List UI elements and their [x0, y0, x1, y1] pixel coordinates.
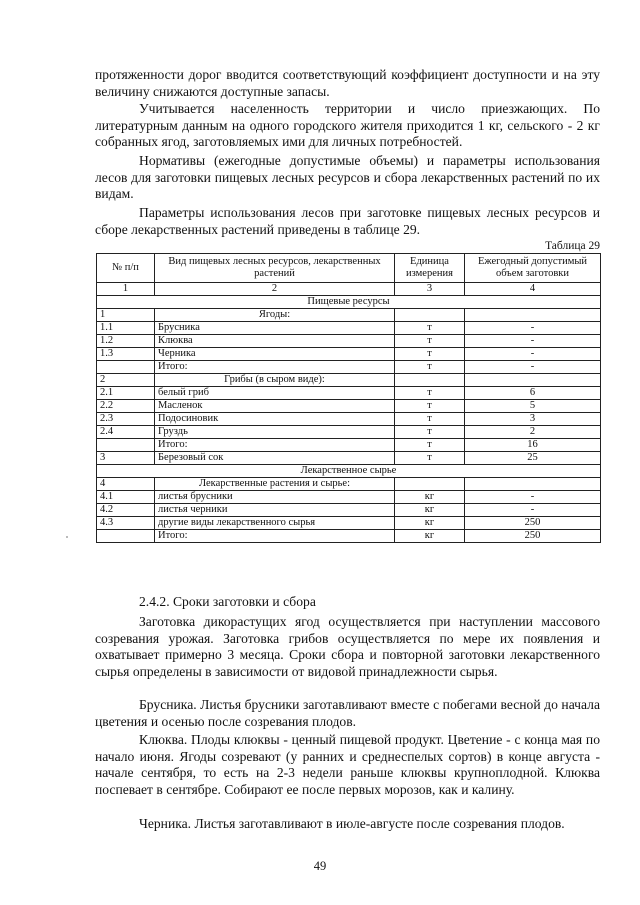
row-number: 2.3 — [97, 413, 155, 426]
row-name: Итого: — [155, 361, 395, 374]
header-kind: Вид пищевых лесных ресурсов, лекарственных растений — [155, 254, 395, 283]
table-header-row — [97, 254, 601, 283]
row-name: другие виды лекарственного сырья — [155, 517, 395, 530]
table-row — [97, 374, 601, 387]
table-caption: Таблица 29 — [545, 240, 600, 252]
table-row — [97, 452, 601, 465]
row-number — [97, 361, 155, 374]
row-unit — [395, 374, 465, 387]
header-volume: Ежегодный допустимый объем заготовки — [465, 254, 601, 283]
row-name: Лекарственные растения и сырье: — [155, 478, 395, 491]
col-number: 1 — [97, 283, 155, 296]
row-number: 4.1 — [97, 491, 155, 504]
row-number: 1.2 — [97, 335, 155, 348]
row-unit — [395, 309, 465, 322]
row-name: Клюква — [155, 335, 395, 348]
row-name: Итого: — [155, 530, 395, 543]
row-number: 1.1 — [97, 322, 155, 335]
row-name: Подосиновик — [155, 413, 395, 426]
table-row — [97, 491, 601, 504]
row-number — [97, 439, 155, 452]
table-row — [97, 439, 601, 452]
row-unit: т — [395, 439, 465, 452]
paragraph-norms: Нормативы (ежегодные допустимые объемы) и параметры использования лесов для заготовки пищевых лесных ресурсов и сбора лекарственных растений по их видам. — [95, 153, 600, 202]
row-value: - — [465, 491, 601, 504]
resources-table — [96, 253, 601, 543]
section-label: Лекарственное сырье — [97, 465, 601, 478]
row-unit — [395, 478, 465, 491]
row-unit: т — [395, 452, 465, 465]
row-number: 4 — [97, 478, 155, 491]
header-unit: Единица измерения — [395, 254, 465, 283]
row-number: 2.2 — [97, 400, 155, 413]
row-unit: кг — [395, 491, 465, 504]
row-value: - — [465, 322, 601, 335]
row-value: - — [465, 504, 601, 517]
paragraph-table-reference: Параметры использования лесов при заготовке пищевых лесных ресурсов и сборе лекарственных растений приведены в таблице 29. — [95, 205, 600, 237]
row-value: 6 — [465, 387, 601, 400]
paragraph-cranberry: Клюква. Плоды клюквы - ценный пищевой продукт. Цветение - с конца мая по начало июня. Ягоды созревают (у ранних и среднеспелых сортов) в конце августа - начале сентября, то есть на 2-3 недели раньше клюквы крупноплодной. Клюква поспевает в сентябре. Собирают ее после первых морозов, как и калину. — [95, 732, 600, 797]
row-number: 2.4 — [97, 426, 155, 439]
col-number: 4 — [465, 283, 601, 296]
column-numbers-row — [97, 283, 601, 296]
row-number: 1 — [97, 309, 155, 322]
row-value: 250 — [465, 530, 601, 543]
row-name: Ягоды: — [155, 309, 395, 322]
table-row — [97, 400, 601, 413]
row-unit: т — [395, 322, 465, 335]
row-unit: т — [395, 426, 465, 439]
section-label: Пищевые ресурсы — [97, 296, 601, 309]
row-number: 3 — [97, 452, 155, 465]
row-name: белый гриб — [155, 387, 395, 400]
row-value: 25 — [465, 452, 601, 465]
row-value: - — [465, 361, 601, 374]
row-value: 3 — [465, 413, 601, 426]
row-name: листья черники — [155, 504, 395, 517]
row-value: - — [465, 335, 601, 348]
table-body — [97, 296, 601, 543]
table-row — [97, 530, 601, 543]
row-number: 2 — [97, 374, 155, 387]
paragraph-population: Учитывается населенность территории и число приезжающих. По литературным данным на одного городского жителя приходится 1 кг, сельского - 2 кг собранных ягод, заготовляемых ими для личных потребностей. — [95, 101, 600, 150]
col-number: 2 — [155, 283, 395, 296]
paragraph-bilberry: Черника. Листья заготавливают в июле-августе после созревания плодов. — [139, 816, 565, 831]
row-name: листья брусники — [155, 491, 395, 504]
row-unit: т — [395, 413, 465, 426]
table-row — [97, 478, 601, 491]
table-row — [97, 309, 601, 322]
row-value — [465, 374, 601, 387]
paragraph-access-coefficient: протяженности дорог вводится соответствующий коэффициент доступности и на эту величину снижаются доступные запасы. — [95, 67, 600, 99]
row-name: Черника — [155, 348, 395, 361]
row-name: Березовый сок — [155, 452, 395, 465]
table-section-row — [97, 296, 601, 309]
table-row — [97, 517, 601, 530]
row-unit: т — [395, 387, 465, 400]
table-row — [97, 348, 601, 361]
row-unit: кг — [395, 517, 465, 530]
scan-speck — [66, 536, 68, 538]
table-row — [97, 387, 601, 400]
row-unit: кг — [395, 504, 465, 517]
row-value: - — [465, 348, 601, 361]
col-number: 3 — [395, 283, 465, 296]
section-heading: 2.4.2. Сроки заготовки и сбора — [139, 594, 316, 609]
row-value: 250 — [465, 517, 601, 530]
header-num: № п/п — [97, 254, 155, 283]
table-row — [97, 335, 601, 348]
row-number — [97, 530, 155, 543]
row-name: Брусника — [155, 322, 395, 335]
row-unit: т — [395, 400, 465, 413]
row-value — [465, 478, 601, 491]
table-row — [97, 322, 601, 335]
row-number: 4.3 — [97, 517, 155, 530]
row-value: 2 — [465, 426, 601, 439]
table-section-row — [97, 465, 601, 478]
row-name: Итого: — [155, 439, 395, 452]
row-unit: т — [395, 335, 465, 348]
row-number: 2.1 — [97, 387, 155, 400]
paragraph-harvest-timing: Заготовка дикорастущих ягод осуществляется при наступлении массового созревания урожая. Заготовка грибов осуществляется по мере их появления и охватывает примерно 3 месяца. Сроки сбора и повторной заготовки лекарственного сырья определены в зависимости от видовой принадлежности сырья. — [95, 614, 600, 679]
table-row — [97, 413, 601, 426]
page-number: 49 — [313, 859, 327, 873]
row-value — [465, 309, 601, 322]
paragraph-lingonberry: Брусника. Листья брусники заготавливают вместе с побегами весной до начала цветения и осенью после созревания плодов. — [95, 697, 600, 729]
table-row — [97, 361, 601, 374]
table-row — [97, 504, 601, 517]
row-value: 5 — [465, 400, 601, 413]
row-value: 16 — [465, 439, 601, 452]
row-unit: кг — [395, 530, 465, 543]
row-unit: т — [395, 361, 465, 374]
row-unit: т — [395, 348, 465, 361]
row-name: Масленок — [155, 400, 395, 413]
row-name: Грибы (в сыром виде): — [155, 374, 395, 387]
row-number: 4.2 — [97, 504, 155, 517]
row-number: 1.3 — [97, 348, 155, 361]
row-name: Груздь — [155, 426, 395, 439]
table-row — [97, 426, 601, 439]
